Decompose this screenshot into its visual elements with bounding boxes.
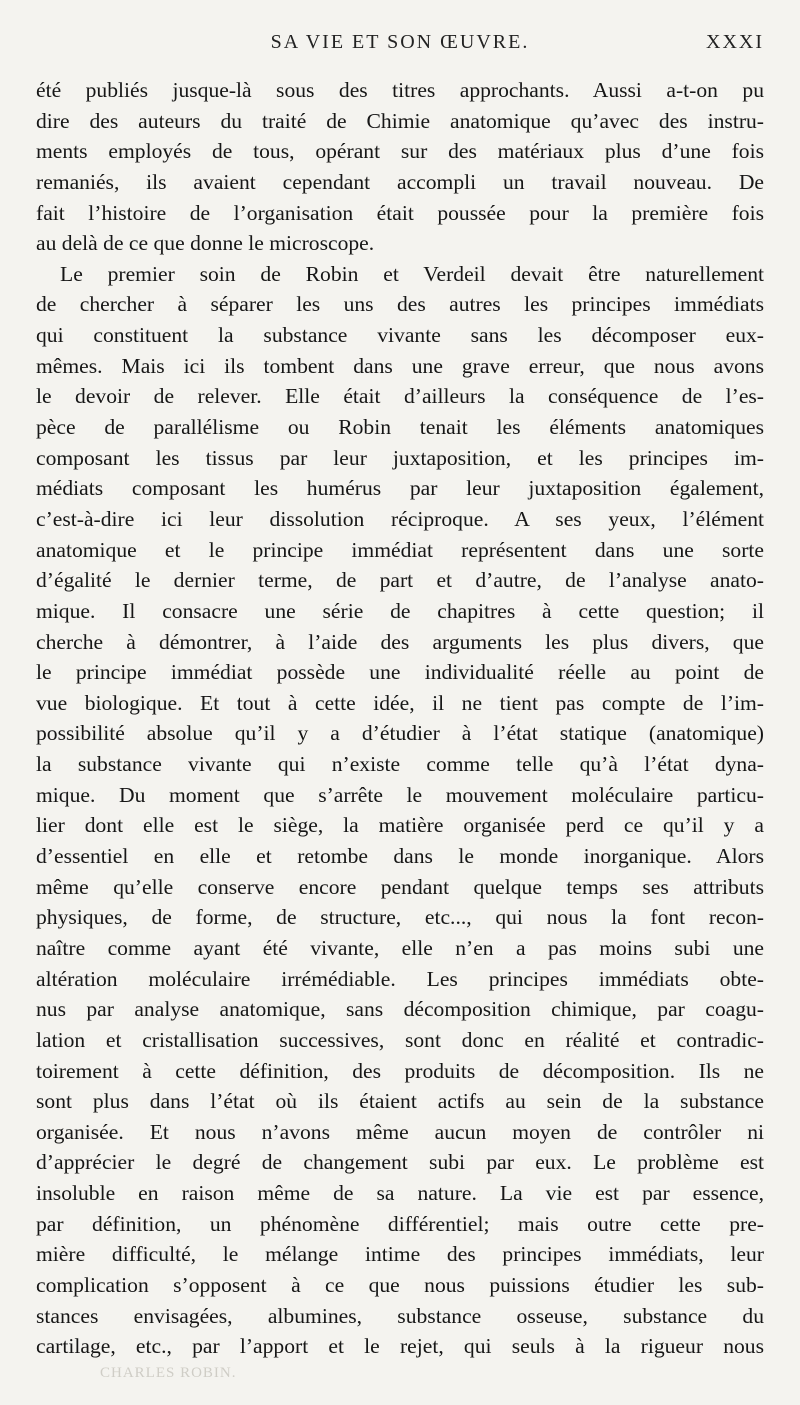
- text-line: même qu’elle conserve encore pendant quelque temps ses attributs: [36, 874, 764, 899]
- text-line: le devoir de relever. Elle était d’ailleurs la conséquence de l’es-: [36, 384, 764, 409]
- text-line: médiats composant les humérus par leur juxtaposition également,: [36, 476, 764, 501]
- text-line: mique. Il consacre une série de chapitres à cette question; il: [36, 598, 764, 623]
- text-line: cherche à démontrer, à l’aide des arguments les plus divers, que: [36, 629, 764, 654]
- text-line: insoluble en raison même de sa nature. La vie est par essence,: [36, 1181, 764, 1206]
- bleed-through-text: CHARLES ROBIN.: [100, 1365, 237, 1381]
- page-header: [36, 31, 764, 61]
- text-line: complication s’opposent à ce que nous puissions étudier les sub-: [36, 1272, 764, 1297]
- running-head: SA VIE ET SON ŒUVRE.: [270, 31, 530, 53]
- text-line: naître comme ayant été vivante, elle n’en a pas moins subi une: [36, 935, 764, 960]
- text-line: c’est-à-dire ici leur dissolution réciproque. A ses yeux, l’élément: [36, 506, 764, 531]
- text-line: fait l’histoire de l’organisation était poussée pour la première fois: [36, 200, 764, 225]
- text-line: ments employés de tous, opérant sur des matériaux plus d’une fois: [36, 139, 764, 164]
- text-line: nus par analyse anatomique, sans décomposition chimique, par coagu-: [36, 997, 764, 1022]
- text-line: la substance vivante qui n’existe comme telle qu’à l’état dyna-: [36, 752, 764, 777]
- text-line: dire des auteurs du traité de Chimie anatomique qu’avec des instru-: [36, 108, 764, 133]
- text-line: d’égalité le dernier terme, de part et d’autre, de l’analyse anato-: [36, 568, 764, 593]
- text-line: organisée. Et nous n’avons même aucun moyen de contrôler ni: [36, 1119, 764, 1144]
- text-line: d’essentiel en elle et retombe dans le monde inorganique. Alors: [36, 844, 764, 869]
- text-line: altération moléculaire irrémédiable. Les principes immédiats obte-: [36, 966, 764, 991]
- text-line: Le premier soin de Robin et Verdeil devait être naturellement: [60, 261, 764, 286]
- text-line: physiques, de forme, de structure, etc..., qui nous la font recon-: [36, 905, 764, 930]
- text-line: possibilité absolue qu’il y a d’étudier à l’état statique (anatomique): [36, 721, 764, 746]
- text-line: remaniés, ils avaient cependant accompli un travail nouveau. De: [36, 169, 764, 194]
- body-text: [36, 75, 764, 1362]
- text-line: toirement à cette définition, des produits de décomposition. Ils ne: [36, 1058, 764, 1083]
- text-line: stances envisagées, albumines, substance osseuse, substance du: [36, 1303, 764, 1328]
- text-line: au delà de ce que donne le microscope.: [36, 231, 375, 256]
- text-line: mique. Du moment que s’arrête le mouvement moléculaire particu-: [36, 782, 764, 807]
- text-line: lation et cristallisation successives, sont donc en réalité et contradic-: [36, 1027, 764, 1052]
- text-line: d’apprécier le degré de changement subi par eux. Le problème est: [36, 1150, 764, 1175]
- text-line: par définition, un phénomène différentiel; mais outre cette pre-: [36, 1211, 764, 1236]
- text-line: mière difficulté, le mélange intime des principes immédiats, leur: [36, 1242, 764, 1267]
- text-line: qui constituent la substance vivante sans les décomposer eux-: [36, 323, 764, 348]
- text-line: vue biologique. Et tout à cette idée, il ne tient pas compte de l’im-: [36, 690, 764, 715]
- text-line: composant les tissus par leur juxtaposition, et les principes im-: [36, 445, 764, 470]
- text-line: sont plus dans l’état où ils étaient actifs au sein de la substance: [36, 1089, 764, 1114]
- text-line: de chercher à séparer les uns des autres les principes immédiats: [36, 292, 764, 317]
- page-number: XXXI: [706, 31, 764, 53]
- text-line: le principe immédiat possède une individualité réelle au point de: [36, 660, 764, 685]
- text-line: lier dont elle est le siège, la matière organisée perd ce qu’il y a: [36, 813, 764, 838]
- text-line: pèce de parallélisme ou Robin tenait les éléments anatomiques: [36, 415, 764, 440]
- text-line: cartilage, etc., par l’apport et le rejet, qui seuls à la rigueur nous: [36, 1334, 764, 1359]
- text-line: mêmes. Mais ici ils tombent dans une grave erreur, que nous avons: [36, 353, 764, 378]
- text-line: été publiés jusque-là sous des titres approchants. Aussi a-t-on pu: [36, 78, 764, 102]
- text-line: anatomique et le principe immédiat représentent dans une sorte: [36, 537, 764, 562]
